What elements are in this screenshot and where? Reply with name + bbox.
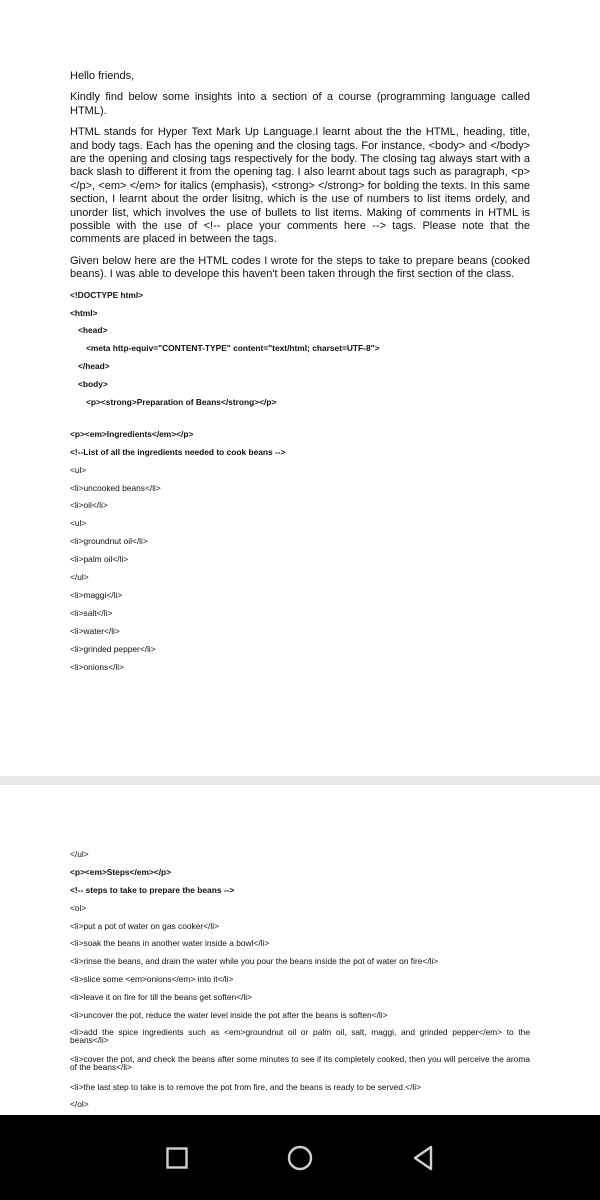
code-line: <ul> — [70, 518, 87, 529]
code-steps-paragraph: <p><em>Steps</em></p> — [70, 866, 172, 877]
code-line: <li>uncooked beans</li> — [70, 482, 161, 493]
back-button[interactable] — [403, 1138, 443, 1178]
code-doctype: <!DOCTYPE html> — [70, 289, 144, 300]
code-step: <li>soak the beans in another water inside a bowl</li> — [70, 938, 270, 949]
code-line: <li>water</li> — [70, 625, 120, 636]
spacer — [70, 415, 530, 429]
code-ingredients-comment: <!--List of all the ingredients needed to cook beans --> — [70, 446, 286, 457]
recent-apps-button[interactable] — [157, 1138, 197, 1178]
code-step: <li>the last step to take is to remove the pot from fire, and the beans is ready to be served.</li> — [70, 1081, 422, 1092]
code-line: <li>groundnut oil</li> — [70, 536, 148, 547]
system-navigation-bar — [0, 1115, 600, 1200]
code-line: <li>salt</li> — [70, 607, 113, 618]
code-line: </ul> — [70, 572, 89, 583]
code-step: <li>add the spice ingredients such as <em>groundnut oil or palm oil, salt, maggi, and grinded pepper</em> to the beans</li> — [70, 1026, 530, 1046]
code-step: <li>cover the pot, and check the beans after some minutes to see if its completely cooked, then you will perceive the aroma of the beans</li> — [70, 1053, 530, 1073]
given-paragraph: Given below here are the HTML codes I wrote for the steps to take to prepare beans (cooked beans). I was able to develope this haven't been taken through the first section of the class. — [70, 254, 530, 281]
code-step: <li>slice some <em>onions</em> into it</li> — [70, 974, 234, 985]
code-line: <li>palm oil</li> — [70, 554, 129, 565]
code-line: <li>oil</li> — [70, 500, 108, 511]
code-steps-comment: <!-- steps to take to prepare the beans --> — [70, 884, 235, 895]
code-body-open: <body> — [78, 379, 108, 390]
code-line: </ol> — [70, 1099, 89, 1110]
home-button[interactable] — [280, 1138, 320, 1178]
code-step: <li>rinse the beans, and drain the water while you pour the beans inside the pot of water on fire</li> — [70, 956, 439, 967]
code-line: </ul> — [70, 849, 89, 859]
code-line: <ul> — [70, 464, 87, 475]
document-page-2 — [0, 785, 600, 1115]
back-icon — [411, 1145, 435, 1171]
code-meta: <meta http-equiv="CONTENT-TYPE" content="text/html; charset=UTF-8"> — [86, 343, 380, 354]
home-icon — [286, 1144, 314, 1172]
recent-apps-icon — [165, 1146, 189, 1170]
body-paragraph: HTML stands for Hyper Text Mark Up Language.I learnt about the the HTML, heading, title, and body tags. Each has the opening and the closing tags. For instance, <body> and </body> are the opening and closing tags respectively for the body. The closing tag always start with a back slash to different it from the opening tag. I also learnt about tags such as paragraph, <p> </p>, <em> </em> for italics (emphasis), <strong> </strong> for bolding the texts. In this same section, I learnt about the order lisitng, which is the use of numbers to list items ordely, and unorder list, which involves the use of bullets to list items. Making of comments in HTML is possible with the use of <!-- place your comments here --> tags. Please note that the comments are placed in between the tags. — [70, 126, 530, 246]
code-step: <li>uncover the pot, reduce the water level inside the pot after the beans is soften</li> — [70, 1010, 388, 1021]
code-title-paragraph: <p><strong>Preparation of Beans</strong></p> — [86, 397, 277, 408]
code-line: <ol> — [70, 902, 87, 913]
code-head-open: <head> — [78, 325, 108, 336]
code-line: <li>maggi</li> — [70, 589, 123, 600]
code-html-open: <html> — [70, 307, 98, 318]
code-line: <li>onions</li> — [70, 661, 125, 672]
greeting: Hello friends, — [70, 70, 135, 82]
code-ingredients-paragraph: <p><em>Ingredients</em></p> — [70, 428, 194, 439]
code-head-close: </head> — [78, 361, 110, 372]
code-line: <li>grinded pepper</li> — [70, 643, 156, 654]
code-step: <li>leave it on fire for till the beans get soften</li> — [70, 992, 253, 1003]
intro-paragraph: Kindly find below some insights into a section of a course (programming language called HTML). — [70, 91, 530, 117]
code-step: <li>put a pot of water on gas cooker</li> — [70, 920, 219, 931]
